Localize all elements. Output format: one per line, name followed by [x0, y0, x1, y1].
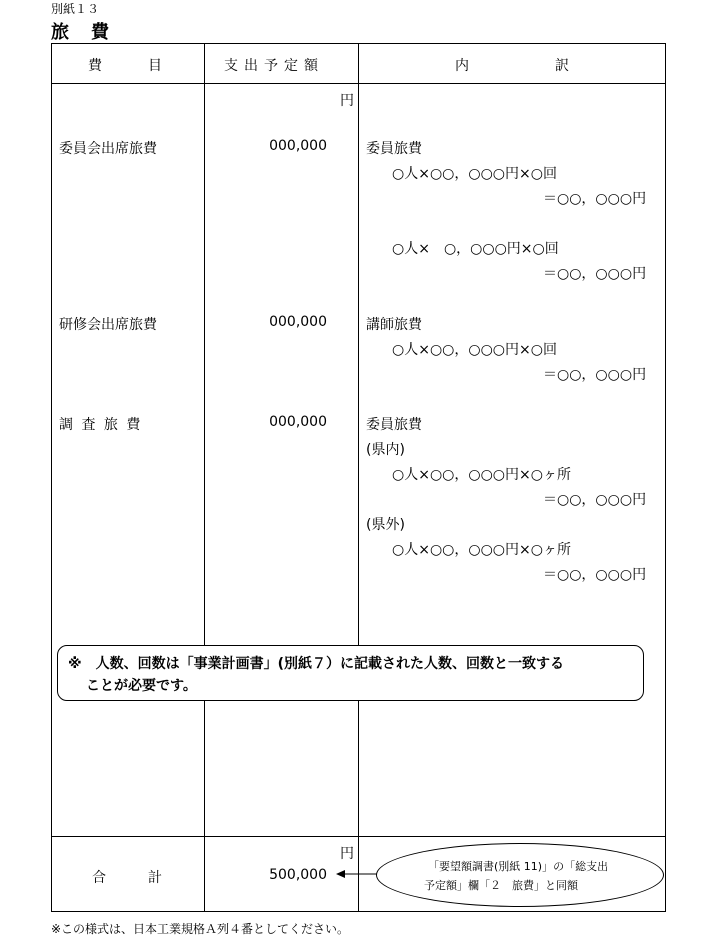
callout-line: 予定額」欄「２ 旅費」と同額	[424, 879, 578, 892]
row-item-label: 委員会出席旅費	[59, 141, 157, 157]
column-divider	[204, 43, 205, 912]
breakdown-line: 委員旅費	[366, 417, 422, 433]
breakdown-line: ＝○○，○○○円	[543, 191, 647, 207]
column-header-amount: 支出予定額	[224, 58, 324, 74]
row-item-label: 研修会出席旅費	[59, 317, 157, 333]
total-divider	[51, 836, 666, 837]
column-divider	[358, 43, 359, 912]
breakdown-line: ○人×○○，○○○円×○回	[392, 342, 557, 358]
note-line: ※ 人数、回数は「事業計画書」(別紙７）に記載された人数、回数と一致する	[68, 656, 565, 672]
breakdown-line: ○人×○○，○○○円×○ヶ所	[392, 467, 571, 483]
breakdown-line: ○人× ○，○○○円×○回	[392, 241, 559, 257]
footer-note: ※この様式は、日本工業規格Ａ列４番としてください。	[51, 922, 350, 936]
row-amount: 000,000	[269, 414, 327, 430]
row-item-label: 調 査 旅 費	[59, 417, 143, 433]
breakdown-line: ○人×○○，○○○円×○ヶ所	[392, 542, 571, 558]
yen-unit: 円	[340, 93, 354, 109]
breakdown-line: (県外)	[366, 517, 405, 533]
total-label: 合 計	[92, 870, 162, 886]
page-title: 旅 費	[51, 22, 111, 43]
row-amount: 000,000	[269, 138, 327, 154]
callout-ellipse	[376, 843, 664, 907]
row-amount: 000,000	[269, 314, 327, 330]
breakdown-line: ＝○○，○○○円	[543, 367, 647, 383]
total-yen-unit: 円	[340, 846, 354, 862]
breakdown-line: 委員旅費	[366, 141, 422, 157]
arrow-icon	[334, 866, 380, 882]
note-line: ことが必要です。	[86, 678, 197, 694]
breakdown-line: (県内)	[366, 442, 405, 458]
callout-line: 「要望額調書(別紙 11)」の「総支出	[428, 860, 609, 873]
column-header-item: 費 目	[88, 58, 168, 74]
breakdown-line: ＝○○，○○○円	[543, 266, 647, 282]
breakdown-line: 講師旅費	[366, 317, 422, 333]
form-number: 別紙１３	[51, 2, 100, 16]
breakdown-line: ○人×○○，○○○円×○回	[392, 166, 557, 182]
column-header-breakdown: 内 訳	[455, 58, 575, 74]
breakdown-line: ＝○○，○○○円	[543, 567, 647, 583]
total-amount: 500,000	[269, 867, 327, 883]
breakdown-line: ＝○○，○○○円	[543, 492, 647, 508]
header-divider	[51, 83, 666, 84]
